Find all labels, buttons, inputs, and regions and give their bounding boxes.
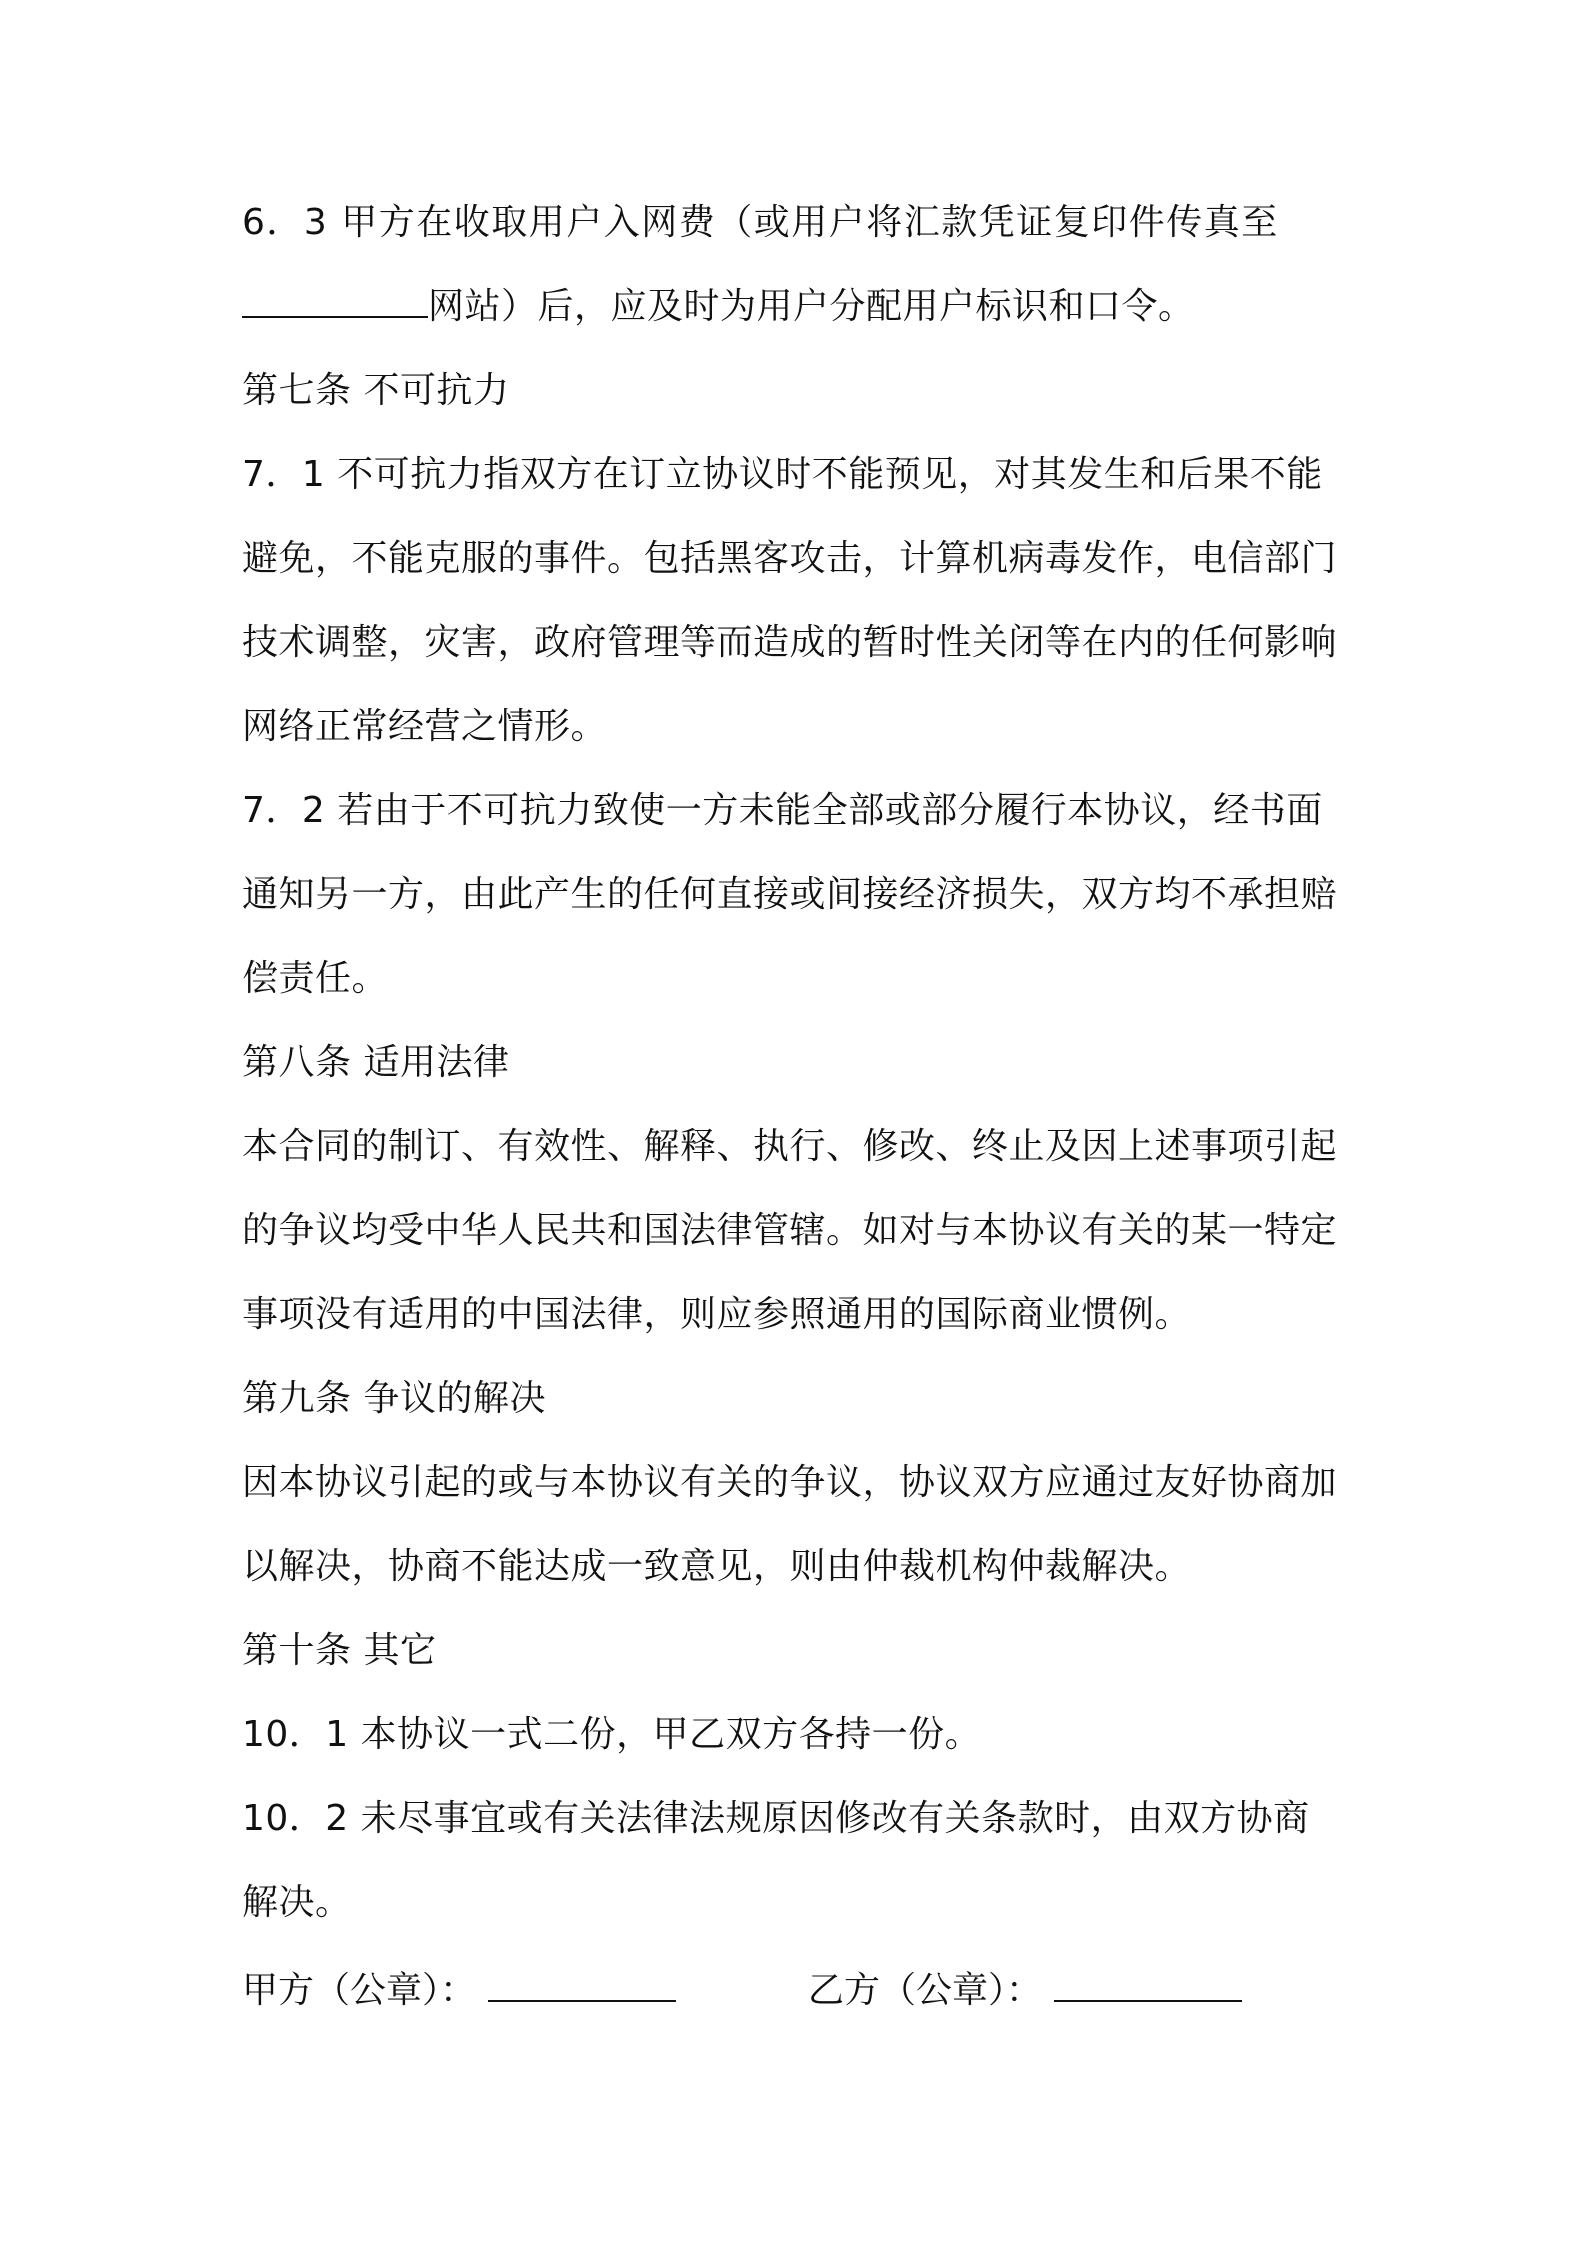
clause-7-1-line-4: 网络正常经营之情形。 <box>242 706 608 747</box>
article-9-line-2: 以解决，协商不能达成一致意见，则由仲裁机构仲裁解决。 <box>242 1546 1192 1587</box>
website-name-blank <box>242 282 428 318</box>
party-a-signature <box>242 1962 676 2016</box>
article-8-heading: 第八条 适用法律 <box>242 1042 510 1083</box>
clause-7-1-line-3: 技术调整，灾害，政府管理等而造成的暂时性关闭等在内的任何影响 <box>242 622 1338 663</box>
clause-10-2-line-1: 10．2 未尽事宜或有关法律法规原因修改有关条款时，由双方协商 <box>242 1798 1310 1839</box>
clause-7-2-line-3: 偿责任。 <box>242 958 389 999</box>
clause-6-3-line-2-text: 网站）后，应及时为用户分配用户标识和口令。 <box>428 286 1195 327</box>
article-8-line-3: 事项没有适用的中国法律，则应参照通用的国际商业惯例。 <box>242 1294 1192 1335</box>
clause-10-1: 10．1 本协议一式二份，甲乙双方各持一份。 <box>242 1714 982 1755</box>
article-9-line-1: 因本协议引起的或与本协议有关的争议，协议双方应通过友好协商加 <box>242 1462 1338 1503</box>
clause-6-3-line-1: 6．3 甲方在收取用户入网费（或用户将汇款凭证复印件传真至 <box>242 202 1279 243</box>
article-10-heading: 第十条 其它 <box>242 1630 437 1671</box>
party-b-seal-blank <box>1054 1962 1242 2002</box>
article-8-line-1: 本合同的制订、有效性、解释、执行、修改、终止及因上述事项引起 <box>242 1126 1338 1167</box>
article-9-heading: 第九条 争议的解决 <box>242 1378 546 1419</box>
article-7-heading: 第七条 不可抗力 <box>242 370 510 411</box>
clause-7-1-line-2: 避免，不能克服的事件。包括黑客攻击，计算机病毒发作，电信部门 <box>242 538 1338 579</box>
party-b-label: 乙方（公章）： <box>808 1970 1043 2011</box>
party-a-label: 甲方（公章）： <box>242 1970 477 2011</box>
clause-6-3-line-2 <box>242 282 1195 332</box>
signature-row <box>242 1962 1362 2012</box>
clause-7-2-line-2: 通知另一方，由此产生的任何直接或间接经济损失，双方均不承担赔 <box>242 874 1338 915</box>
article-8-line-2: 的争议均受中华人民共和国法律管辖。如对与本协议有关的某一特定 <box>242 1210 1338 1251</box>
clause-7-1-line-1: 7．1 不可抗力指双方在订立协议时不能预见，对其发生和后果不能 <box>242 454 1323 495</box>
party-b-signature <box>808 1962 1242 2016</box>
party-a-seal-blank <box>488 1962 676 2002</box>
clause-10-2-line-2: 解决。 <box>242 1882 352 1923</box>
clause-7-2-line-1: 7．2 若由于不可抗力致使一方未能全部或部分履行本协议，经书面 <box>242 790 1323 831</box>
